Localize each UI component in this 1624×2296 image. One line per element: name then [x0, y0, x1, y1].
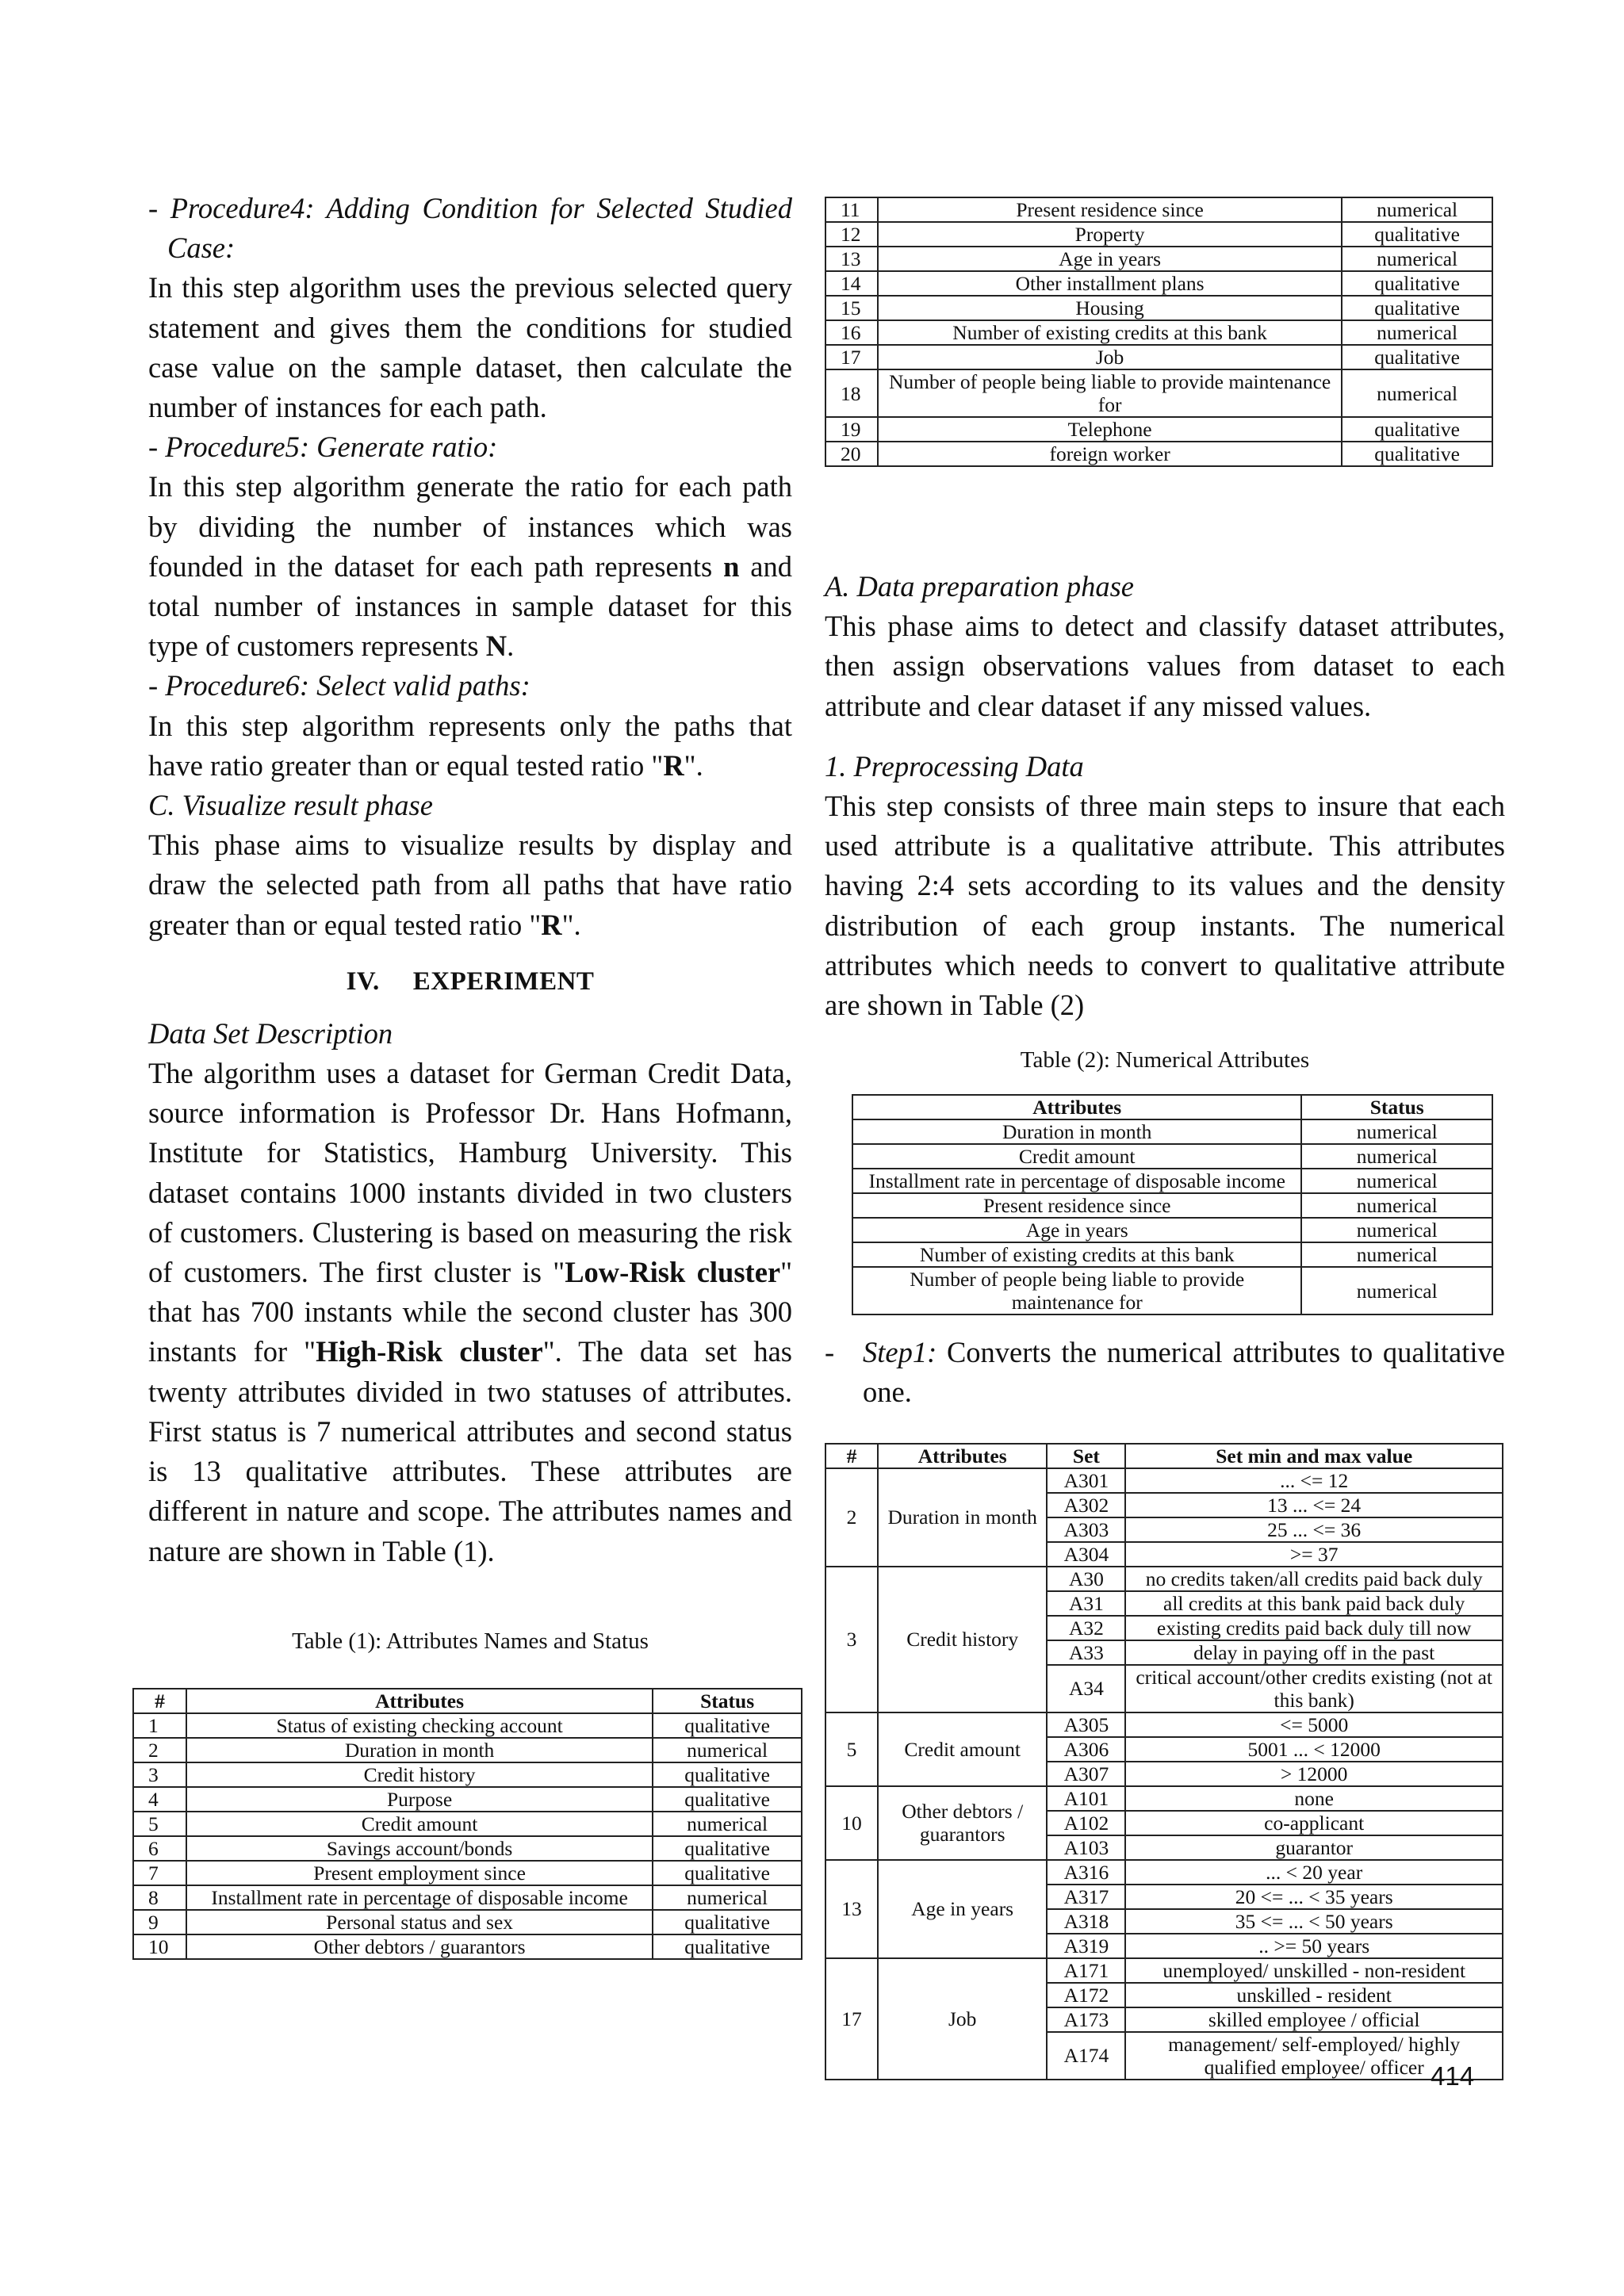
set-code: A307 [1047, 1762, 1125, 1786]
table2-caption: Table (2): Numerical Attributes [1020, 1047, 1310, 1073]
table-row [852, 1119, 1492, 1144]
row-number: 7 [133, 1861, 186, 1885]
row-number: 2 [133, 1738, 186, 1762]
attribute-name: Personal status and sex [186, 1910, 653, 1934]
attribute-status: numerical [1342, 369, 1492, 417]
row-number: 9 [133, 1910, 186, 1934]
table-row [825, 197, 1492, 222]
step1-dash: - [825, 1336, 835, 1369]
set-range: unskilled - resident [1125, 1983, 1503, 2007]
table-row [825, 417, 1492, 442]
set-code: A103 [1047, 1835, 1125, 1860]
table-row [133, 1812, 802, 1836]
attribute-status: numerical [653, 1885, 802, 1910]
set-range: existing credits paid back duly till now [1125, 1616, 1503, 1640]
set-range: none [1125, 1786, 1503, 1811]
attribute-status: qualitative [1342, 417, 1492, 442]
attribute-status: qualitative [1342, 345, 1492, 369]
attribute-status: qualitative [653, 1762, 802, 1787]
table-row [825, 345, 1492, 369]
group-attribute: Age in years [878, 1860, 1048, 1958]
procedure6-title: - Procedure6: Select valid paths: [148, 669, 530, 702]
table-row [133, 1713, 802, 1738]
attribute-name: Property [878, 222, 1342, 247]
group-attribute: Other debtors / guarantors [878, 1786, 1048, 1860]
group-attribute: Credit history [878, 1567, 1048, 1712]
attribute-status: qualitative [653, 1836, 802, 1861]
attribute-name: foreign worker [878, 442, 1342, 466]
attribute-name: Present residence since [878, 197, 1342, 222]
table2-header-status: Status [1301, 1095, 1492, 1119]
table1-header-status: Status [653, 1689, 802, 1713]
row-number: 10 [133, 1934, 186, 1959]
group-number: 3 [825, 1567, 878, 1712]
group-number: 2 [825, 1468, 878, 1567]
attribute-name: Present employment since [186, 1861, 653, 1885]
table-row [825, 369, 1492, 417]
set-range: 20 <= ... < 35 years [1125, 1885, 1503, 1909]
attribute-status: qualitative [1342, 271, 1492, 296]
attribute-status: numerical [1301, 1144, 1492, 1169]
set-range: all credits at this bank paid back duly [1125, 1591, 1503, 1616]
attribute-status: qualitative [653, 1861, 802, 1885]
set-code: A306 [1047, 1737, 1125, 1762]
set-range: 35 <= ... < 50 years [1125, 1909, 1503, 1934]
table3-header-set: Set [1047, 1444, 1125, 1468]
set-range: guarantor [1125, 1835, 1503, 1860]
table-row [825, 222, 1492, 247]
set-code: A30 [1047, 1567, 1125, 1591]
set-range: >= 37 [1125, 1542, 1503, 1567]
set-range: unemployed/ unskilled - non-resident [1125, 1958, 1503, 1983]
row-number: 20 [825, 442, 878, 466]
group-attribute: Job [878, 1958, 1048, 2080]
table1-header-num: # [133, 1689, 186, 1713]
table-row [852, 1193, 1492, 1218]
attribute-status: qualitative [653, 1713, 802, 1738]
set-code: A301 [1047, 1468, 1125, 1493]
dataset-description-body: The algorithm uses a dataset for German Credit Data, source information is Professor Dr. Hans Hofmann, Institute for Statistics, Hamburg University. This dataset contains 1000 instants divided in two clusters of customers. Clustering is based on measuring the risk of customers. The first cluster is "Low-Risk cluster" that has 700 instants while the second cluster has 300 instants for "High-Risk cluster". The data set has twenty attributes divided in two statuses of attributes. First status is 7 numerical attributes and second status is 13 qualitative attributes. These attributes are different in nature and scope. The attributes names and nature are shown in Table (1). [148, 1057, 792, 1567]
attribute-name: Number of people being liable to provide maintenance for [878, 369, 1342, 417]
table1 [132, 1688, 802, 1960]
set-code: A316 [1047, 1860, 1125, 1885]
table-row [852, 1218, 1492, 1242]
attribute-name: Duration in month [852, 1119, 1301, 1144]
attribute-status: numerical [1301, 1218, 1492, 1242]
table3-header-num: # [825, 1444, 878, 1468]
attribute-status: numerical [1301, 1242, 1492, 1267]
attribute-name: Number of existing credits at this bank [852, 1242, 1301, 1267]
attribute-status: numerical [1342, 247, 1492, 271]
row-number: 16 [825, 320, 878, 345]
table-row [825, 442, 1492, 466]
row-number: 15 [825, 296, 878, 320]
attribute-name: Age in years [878, 247, 1342, 271]
row-number: 17 [825, 345, 878, 369]
attribute-status: qualitative [1342, 296, 1492, 320]
section-a-heading: A. Data preparation phase [825, 570, 1134, 603]
set-code: A171 [1047, 1958, 1125, 1983]
table1-continued [825, 197, 1493, 467]
table-row [852, 1169, 1492, 1193]
table3 [825, 1443, 1503, 2080]
attribute-name: Present residence since [852, 1193, 1301, 1218]
set-code: A172 [1047, 1983, 1125, 2007]
set-code: A304 [1047, 1542, 1125, 1567]
row-number: 12 [825, 222, 878, 247]
group-number: 17 [825, 1958, 878, 2080]
set-code: A302 [1047, 1493, 1125, 1517]
table3-header-attributes: Attributes [878, 1444, 1048, 1468]
attribute-name: Purpose [186, 1787, 653, 1812]
group-number: 13 [825, 1860, 878, 1958]
attribute-status: numerical [1342, 320, 1492, 345]
attribute-status: numerical [1301, 1193, 1492, 1218]
set-code: A102 [1047, 1811, 1125, 1835]
attribute-status: qualitative [653, 1934, 802, 1959]
table-row [825, 320, 1492, 345]
row-number: 13 [825, 247, 878, 271]
preprocessing-heading: 1. Preprocessing Data [825, 749, 1084, 783]
procedure4-body: In this step algorithm uses the previous selected query statement and gives them the conditions for studied case value on the sample dataset, then calculate the number of instances for each path. [148, 271, 792, 424]
set-range: ... < 20 year [1125, 1860, 1503, 1885]
attribute-status: numerical [1301, 1169, 1492, 1193]
attribute-name: Installment rate in percentage of disposable income [852, 1169, 1301, 1193]
attribute-name: Housing [878, 296, 1342, 320]
set-code: A174 [1047, 2032, 1125, 2080]
group-attribute: Duration in month [878, 1468, 1048, 1567]
attribute-status: qualitative [653, 1910, 802, 1934]
row-number: 3 [133, 1762, 186, 1787]
table-row [133, 1861, 802, 1885]
table-row [825, 1712, 1503, 1737]
attribute-status: qualitative [653, 1787, 802, 1812]
row-number: 14 [825, 271, 878, 296]
left-column [148, 189, 792, 1960]
set-code: A319 [1047, 1934, 1125, 1958]
right-column [825, 197, 1505, 2080]
attribute-name: Other installment plans [878, 271, 1342, 296]
row-number: 5 [133, 1812, 186, 1836]
set-range: co-applicant [1125, 1811, 1503, 1835]
attribute-status: numerical [1301, 1119, 1492, 1144]
attribute-status: numerical [1342, 197, 1492, 222]
table-row [852, 1242, 1492, 1267]
attribute-name: Number of existing credits at this bank [878, 320, 1342, 345]
set-range: management/ self-employed/ highly qualified employee/ officer [1125, 2032, 1503, 2080]
set-range: delay in paying off in the past [1125, 1640, 1503, 1665]
table-row [852, 1267, 1492, 1314]
set-code: A317 [1047, 1885, 1125, 1909]
attribute-status: qualitative [1342, 442, 1492, 466]
table-row [825, 1468, 1503, 1493]
attribute-name: Telephone [878, 417, 1342, 442]
attribute-name: Status of existing checking account [186, 1713, 653, 1738]
set-range: 13 ... <= 24 [1125, 1493, 1503, 1517]
set-range: 5001 ... < 12000 [1125, 1737, 1503, 1762]
table-row [852, 1144, 1492, 1169]
attribute-status: numerical [653, 1738, 802, 1762]
table-row [825, 296, 1492, 320]
set-code: A173 [1047, 2007, 1125, 2032]
attribute-name: Credit amount [852, 1144, 1301, 1169]
step1-text: Converts the numerical attributes to qualitative one. [863, 1336, 1505, 1409]
set-code: A305 [1047, 1712, 1125, 1737]
table2-header-attributes: Attributes [852, 1095, 1301, 1119]
set-code: A31 [1047, 1591, 1125, 1616]
table-row [825, 1860, 1503, 1885]
set-range: no credits taken/all credits paid back duly [1125, 1567, 1503, 1591]
procedure5-body: In this step algorithm generate the ratio for each path by dividing the number of instances which was founded in the dataset for each path represents n and total number of instances in sample dataset for this type of customers represents N. [148, 470, 793, 663]
step1-paragraph [825, 1333, 1505, 1412]
table2 [852, 1094, 1493, 1315]
row-number: 19 [825, 417, 878, 442]
table1-header-attributes: Attributes [186, 1689, 653, 1713]
attribute-status: numerical [653, 1812, 802, 1836]
procedure6-body: In this step algorithm represents only the paths that have ratio greater than or equal tested ratio "R". [148, 709, 792, 782]
table3-header-range: Set min and max value [1125, 1444, 1503, 1468]
section-a-body: This phase aims to detect and classify dataset attributes, then assign observations values from dataset to each attribute and clear dataset if any missed values. [825, 610, 1505, 722]
set-range: skilled employee / official [1125, 2007, 1503, 2032]
set-range: critical account/other credits existing (not at this bank) [1125, 1665, 1503, 1712]
table-row [825, 247, 1492, 271]
attribute-name: Job [878, 345, 1342, 369]
row-number: 18 [825, 369, 878, 417]
row-number: 8 [133, 1885, 186, 1910]
row-number: 4 [133, 1787, 186, 1812]
set-code: A33 [1047, 1640, 1125, 1665]
row-number: 1 [133, 1713, 186, 1738]
attribute-name: Credit amount [186, 1812, 653, 1836]
set-range: <= 5000 [1125, 1712, 1503, 1737]
table-row [133, 1910, 802, 1934]
section-c-body: This phase aims to visualize results by display and draw the selected path from all paths that have ratio greater than or equal tested ratio "R". [148, 828, 792, 941]
table-row [825, 1567, 1503, 1591]
experiment-heading: IV. EXPERIMENT [346, 966, 595, 996]
set-range: 25 ... <= 36 [1125, 1517, 1503, 1542]
set-code: A303 [1047, 1517, 1125, 1542]
set-code: A34 [1047, 1665, 1125, 1712]
table-row [825, 271, 1492, 296]
page-number: 414 [1431, 2061, 1475, 2091]
row-number: 6 [133, 1836, 186, 1861]
attribute-name: Other debtors / guarantors [186, 1934, 653, 1959]
row-number: 11 [825, 197, 878, 222]
preprocessing-body: This step consists of three main steps to insure that each used attribute is a qualitative attribute. This attributes having 2:4 sets according to its values and the density distribution of each group instants. The numerical attributes which needs to convert to qualitative attribute are shown in Table (2) [825, 790, 1505, 1022]
section-c-heading: C. Visualize result phase [148, 789, 433, 822]
attribute-name: Credit history [186, 1762, 653, 1787]
dataset-description-heading: Data Set Description [148, 1016, 393, 1050]
group-attribute: Credit amount [878, 1712, 1048, 1786]
set-range: > 12000 [1125, 1762, 1503, 1786]
attribute-name: Number of people being liable to provide maintenance for [852, 1267, 1301, 1314]
attribute-status: qualitative [1342, 222, 1492, 247]
set-code: A101 [1047, 1786, 1125, 1811]
table-row [133, 1934, 802, 1959]
attribute-name: Savings account/bonds [186, 1836, 653, 1861]
set-code: A318 [1047, 1909, 1125, 1934]
attribute-status: numerical [1301, 1267, 1492, 1314]
attribute-name: Installment rate in percentage of disposable income [186, 1885, 653, 1910]
table1-caption: Table (1): Attributes Names and Status [292, 1628, 649, 1654]
procedure4-title: - Procedure4: Adding Condition for Selected Studied Case: [148, 192, 792, 265]
table-row [825, 1958, 1503, 1983]
group-number: 10 [825, 1786, 878, 1860]
step1-label: Step1: [863, 1336, 937, 1369]
table-row [133, 1885, 802, 1910]
set-range: ... <= 12 [1125, 1468, 1503, 1493]
procedure5-title: - Procedure5: Generate ratio: [148, 430, 498, 464]
set-range: .. >= 50 years [1125, 1934, 1503, 1958]
table-row [825, 1786, 1503, 1811]
table-row [133, 1787, 802, 1812]
table-row [133, 1836, 802, 1861]
table-row [133, 1762, 802, 1787]
set-code: A32 [1047, 1616, 1125, 1640]
attribute-name: Age in years [852, 1218, 1301, 1242]
group-number: 5 [825, 1712, 878, 1786]
attribute-name: Duration in month [186, 1738, 653, 1762]
table-row [133, 1738, 802, 1762]
